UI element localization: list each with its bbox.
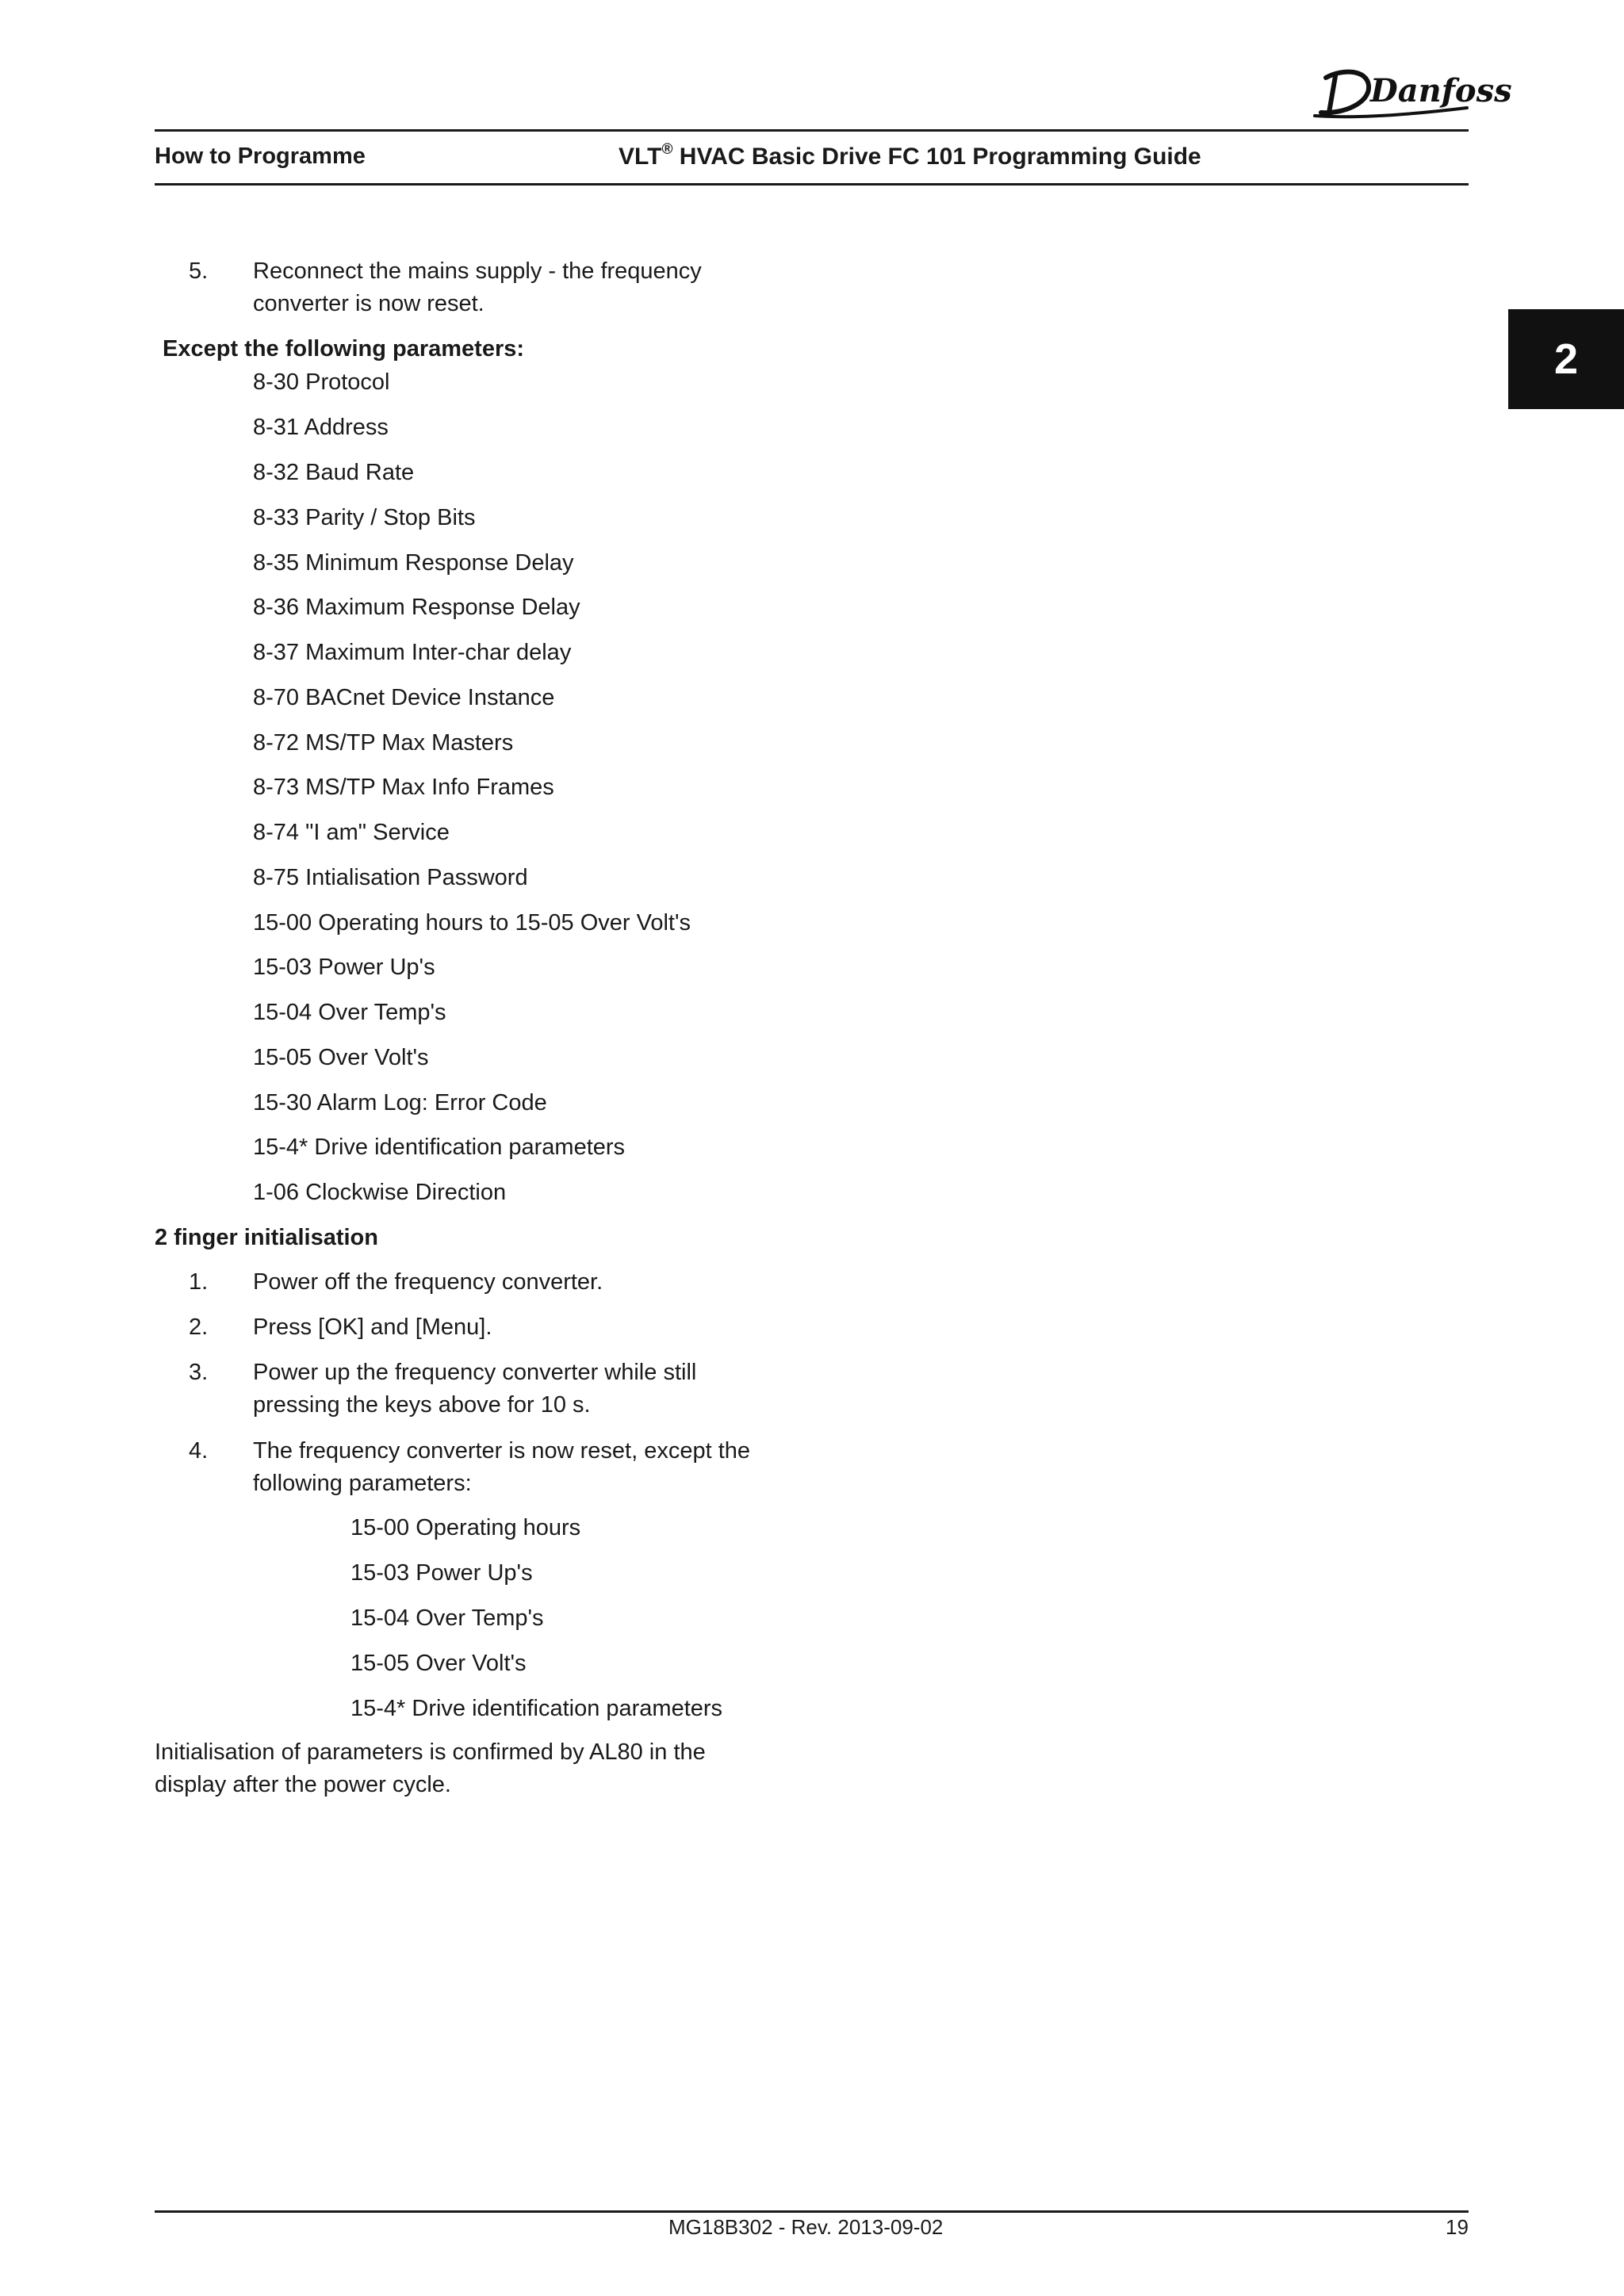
footer-rule — [155, 2210, 1469, 2213]
param-item: 8-37 Maximum Inter-char delay — [253, 640, 572, 665]
sub-param-item: 15-04 Over Temp's — [350, 1605, 544, 1631]
param-item: 15-03 Power Up's — [253, 955, 435, 980]
param-item: 8-30 Protocol — [253, 369, 390, 395]
section-title: How to Programme — [155, 144, 366, 169]
except-heading: Except the following parameters: — [163, 336, 525, 362]
param-item: 8-70 BACnet Device Instance — [253, 685, 555, 710]
sub-param-item: 15-00 Operating hours — [350, 1515, 581, 1540]
param-item: 8-32 Baud Rate — [253, 460, 415, 485]
sub-param-item: 15-03 Power Up's — [350, 1560, 533, 1586]
step-text: converter is now reset. — [253, 291, 485, 316]
param-item: 8-72 MS/TP Max Masters — [253, 730, 514, 756]
danfoss-logo — [1312, 62, 1512, 121]
step-text: Power up the frequency converter while still — [253, 1360, 697, 1385]
chapter-number: 2 — [1553, 335, 1579, 383]
header-top-rule — [155, 129, 1469, 132]
step-number: 5. — [189, 258, 209, 284]
step-number: 2. — [189, 1314, 209, 1340]
closing-paragraph-line: Initialisation of parameters is confirmed by AL80 in the — [155, 1739, 706, 1765]
step-text: Power off the frequency converter. — [253, 1269, 603, 1295]
param-item: 15-05 Over Volt's — [253, 1045, 429, 1070]
param-item: 8-73 MS/TP Max Info Frames — [253, 775, 554, 800]
document-title: VLT® HVAC Basic Drive FC 101 Programming Guide — [619, 141, 1201, 170]
param-item: 8-31 Address — [253, 415, 389, 440]
logo-wordmark: Danfoss — [1370, 72, 1512, 109]
closing-paragraph-line: display after the power cycle. — [155, 1772, 451, 1797]
two-finger-heading: 2 finger initialisation — [155, 1225, 378, 1250]
param-item: 15-00 Operating hours to 15-05 Over Volt's — [253, 910, 691, 936]
param-item: 8-36 Maximum Response Delay — [253, 595, 580, 620]
header-bottom-rule — [155, 183, 1469, 186]
registered-mark: ® — [661, 141, 673, 158]
param-item: 1-06 Clockwise Direction — [253, 1180, 507, 1205]
document-code: MG18B302 - Rev. 2013-09-02 — [668, 2215, 944, 2239]
param-item: 15-30 Alarm Log: Error Code — [253, 1090, 547, 1115]
param-item: 8-74 "I am" Service — [253, 820, 450, 845]
step-number: 4. — [189, 1438, 209, 1464]
param-item: 15-4* Drive identification parameters — [253, 1135, 626, 1160]
chapter-tab — [1508, 309, 1624, 409]
param-item: 8-75 Intialisation Password — [253, 865, 528, 890]
sub-param-item: 15-05 Over Volt's — [350, 1651, 527, 1676]
step-number: 1. — [189, 1269, 209, 1295]
step-text: Reconnect the mains supply - the frequency — [253, 258, 702, 284]
param-item: 8-35 Minimum Response Delay — [253, 550, 574, 576]
page-number: 19 — [1446, 2215, 1469, 2239]
step-text: The frequency converter is now reset, except the — [253, 1438, 751, 1464]
step-text: pressing the keys above for 10 s. — [253, 1392, 591, 1418]
param-item: 15-04 Over Temp's — [253, 1000, 446, 1025]
step-number: 3. — [189, 1360, 209, 1385]
step-text: Press [OK] and [Menu]. — [253, 1314, 492, 1340]
step-text: following parameters: — [253, 1471, 472, 1496]
sub-param-item: 15-4* Drive identification parameters — [350, 1696, 723, 1721]
param-item: 8-33 Parity / Stop Bits — [253, 505, 476, 530]
